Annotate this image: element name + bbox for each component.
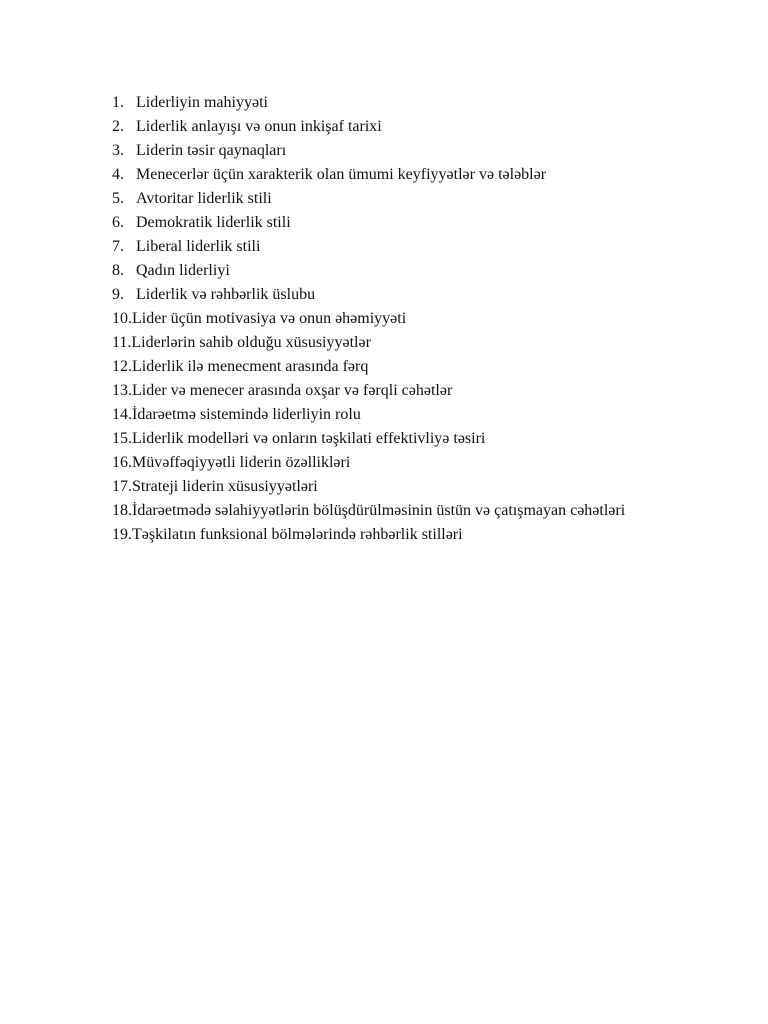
topic-list bbox=[112, 91, 625, 547]
list-item bbox=[112, 379, 625, 403]
item-text: Demokratik liderlik stili bbox=[136, 214, 291, 231]
item-number: 7. bbox=[112, 238, 124, 255]
item-number: 5. bbox=[112, 190, 124, 207]
item-text: Lider və menecer arasında oxşar və fərqli cəhətlər bbox=[132, 382, 453, 399]
item-number: 6. bbox=[112, 214, 124, 231]
list-item bbox=[112, 499, 625, 523]
item-number: 1. bbox=[112, 94, 124, 111]
item-number: 10. bbox=[112, 310, 132, 327]
list-item bbox=[112, 475, 625, 499]
item-number: 11. bbox=[112, 334, 132, 351]
item-text: Liberal liderlik stili bbox=[136, 238, 261, 255]
list-item bbox=[112, 259, 625, 283]
item-text: Liderlik modelləri və onların təşkilati effektivliyə təsiri bbox=[132, 430, 486, 447]
list-item bbox=[112, 115, 625, 139]
list-item bbox=[112, 523, 625, 547]
item-text: Lider üçün motivasiya və onun əhəmiyyəti bbox=[132, 310, 407, 327]
item-text: Qadın liderliyi bbox=[136, 262, 230, 279]
item-number: 16. bbox=[112, 454, 132, 471]
item-text: Liderliyin mahiyyəti bbox=[136, 94, 268, 111]
list-item bbox=[112, 91, 625, 115]
item-text: Avtoritar liderlik stili bbox=[136, 190, 272, 207]
list-item bbox=[112, 187, 625, 211]
item-text: İdarəetmə sistemində liderliyin rolu bbox=[132, 406, 361, 423]
item-number: 14. bbox=[112, 406, 132, 423]
item-number: 19. bbox=[112, 526, 132, 543]
item-number: 13. bbox=[112, 382, 132, 399]
list-item bbox=[112, 211, 625, 235]
item-number: 9. bbox=[112, 286, 124, 303]
item-number: 18. bbox=[112, 502, 132, 519]
item-number: 2. bbox=[112, 118, 124, 135]
list-item bbox=[112, 307, 625, 331]
list-item bbox=[112, 283, 625, 307]
list-item bbox=[112, 355, 625, 379]
item-number: 4. bbox=[112, 166, 124, 183]
item-text: Təşkilatın funksional bölmələrində rəhbərlik stilləri bbox=[132, 526, 463, 543]
item-text: İdarəetmədə səlahiyyətlərin bölüşdürülməsinin üstün və çatışmayan cəhətləri bbox=[132, 502, 626, 519]
list-item bbox=[112, 403, 625, 427]
item-number: 17. bbox=[112, 478, 132, 495]
item-text: Liderlərin sahib olduğu xüsusiyyətlər bbox=[131, 334, 371, 351]
list-item bbox=[112, 235, 625, 259]
item-text: Liderlik ilə menecment arasında fərq bbox=[132, 358, 369, 375]
list-item bbox=[112, 451, 625, 475]
item-text: Liderin təsir qaynaqları bbox=[136, 142, 287, 159]
item-number: 3. bbox=[112, 142, 124, 159]
list-item bbox=[112, 163, 625, 187]
item-text: Strateji liderin xüsusiyyətləri bbox=[132, 478, 318, 495]
list-item bbox=[112, 331, 625, 355]
item-text: Liderlik və rəhbərlik üslubu bbox=[136, 286, 316, 303]
item-number: 8. bbox=[112, 262, 124, 279]
item-number: 15. bbox=[112, 430, 132, 447]
item-text: Müvəffəqiyyətli liderin özəllikləri bbox=[132, 454, 351, 471]
item-text: Menecerlər üçün xarakterik olan ümumi keyfiyyətlər və tələblər bbox=[136, 166, 547, 183]
list-item bbox=[112, 427, 625, 451]
item-number: 12. bbox=[112, 358, 132, 375]
list-item bbox=[112, 139, 625, 163]
item-text: Liderlik anlayışı və onun inkişaf tarixi bbox=[136, 118, 382, 135]
